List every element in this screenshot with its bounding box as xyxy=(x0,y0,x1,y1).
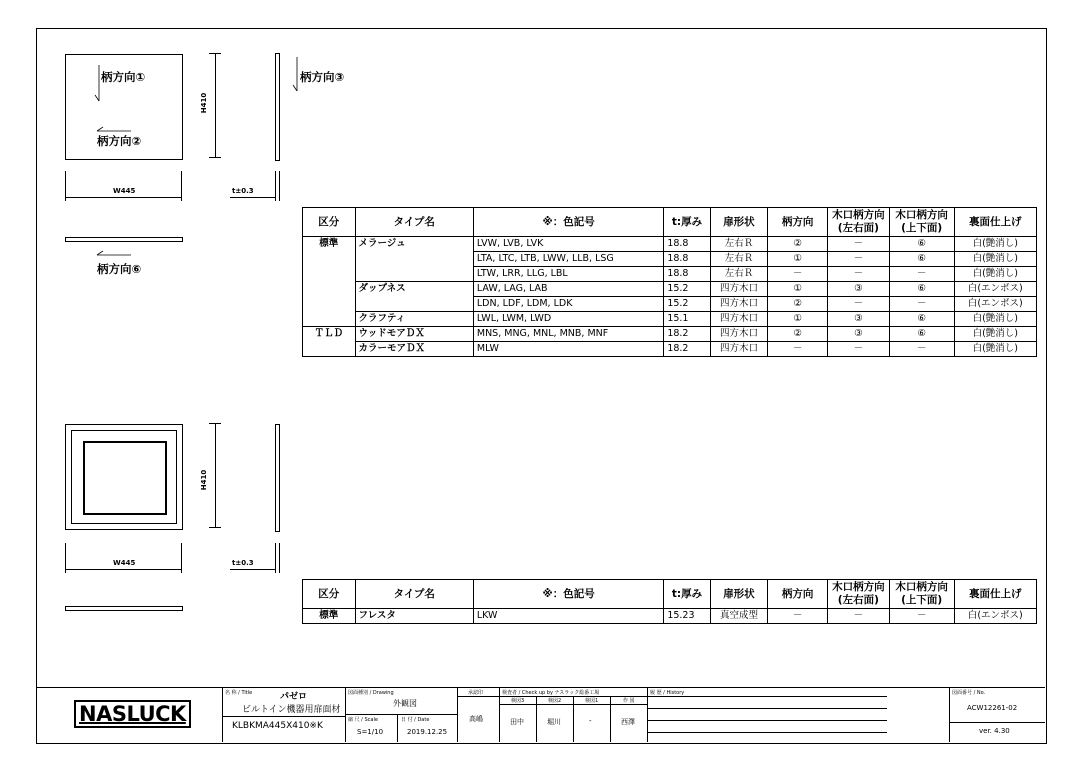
edge-tb-cell: ⑥ xyxy=(889,252,954,267)
edge-lr-cell: ③ xyxy=(827,312,889,327)
height-dim-label-2: H410 xyxy=(200,469,209,491)
edge-tb-cell: － xyxy=(889,609,954,624)
number-header: 図面番号 / No. xyxy=(952,690,986,696)
logo-cell xyxy=(37,688,223,742)
name-cell xyxy=(222,688,346,742)
edge-tb-cell: － xyxy=(889,297,954,312)
drawing-header: 図面種別 / Drawing xyxy=(348,690,394,696)
edge-lr-cell: － xyxy=(827,342,889,357)
check-col-divider xyxy=(536,696,537,742)
grain-cell: ① xyxy=(768,282,828,297)
drawing-sheet xyxy=(36,28,1047,744)
col-kubun: 区分 xyxy=(303,580,356,609)
back-cell: 白(艶消し) xyxy=(954,327,1036,342)
back-cell: 白(エンボス) xyxy=(954,282,1036,297)
drawing-cell xyxy=(345,688,458,742)
company-logo xyxy=(74,702,191,726)
approval-header: 承認印 xyxy=(468,690,484,696)
width-dim-line xyxy=(65,197,181,198)
height-dim-tick-2 xyxy=(209,527,221,528)
edge-tb-cell: ⑥ xyxy=(889,237,954,252)
height-dim-line-2 xyxy=(215,424,216,528)
type-cell xyxy=(355,252,473,267)
col-edge-tb-line1: 木口柄方向 xyxy=(895,209,948,221)
date-header: 日 付 / Date xyxy=(401,717,430,723)
back-cell: 白(艶消し) xyxy=(954,252,1036,267)
thickness-dim-label-2: t±0.3 xyxy=(232,559,254,567)
shape-cell: 真空成型 xyxy=(710,609,768,624)
col-color: ※：色記号 xyxy=(473,208,663,237)
table-row xyxy=(303,342,1037,357)
height-dim-tick-2 xyxy=(209,423,221,424)
grain-cell: － xyxy=(768,267,828,282)
group-label-empty xyxy=(303,267,356,282)
group-label-empty xyxy=(303,252,356,267)
group-label-empty xyxy=(303,342,356,357)
type-cell: クラフティ xyxy=(355,312,473,327)
col-back: 裏面仕上げ xyxy=(954,580,1036,609)
check-2-value: 堀川 xyxy=(547,718,561,726)
grain-cell: ② xyxy=(768,327,828,342)
col-edge-tb xyxy=(889,208,954,237)
edge-tb-cell: ⑥ xyxy=(889,327,954,342)
group-label-empty xyxy=(303,297,356,312)
width-dim-line-2 xyxy=(65,569,181,570)
col-color: ※：色記号 xyxy=(473,580,663,609)
approval-cell xyxy=(457,688,500,742)
scale-header: 縮 尺 / Scale xyxy=(348,717,378,723)
name-line-3: KLBKMA445X410※K xyxy=(232,721,323,731)
color-cell: LAW, LAG, LAB xyxy=(473,282,663,297)
scale-value: S=1/10 xyxy=(357,728,384,736)
thickness-dim-label: t±0.3 xyxy=(232,187,254,195)
table-row xyxy=(303,297,1037,312)
group-label: 標準 xyxy=(303,237,356,252)
col-edge-lr xyxy=(827,580,889,609)
history-cell xyxy=(647,688,950,742)
thickness-dim-tick-2 xyxy=(275,543,276,573)
thickness-cell: 18.8 xyxy=(664,237,710,252)
table-row xyxy=(303,282,1037,297)
col-edge-lr-line1: 木口柄方向 xyxy=(832,209,885,221)
edge-tb-cell: － xyxy=(889,342,954,357)
name-divider xyxy=(222,716,345,717)
type-cell: ウッドモアＤＸ xyxy=(355,327,473,342)
color-cell: MLW xyxy=(473,342,663,357)
check-3-value: - xyxy=(589,717,592,725)
width-dim-tick xyxy=(181,171,182,201)
type-cell: カラーモアＤＸ xyxy=(355,342,473,357)
col-edge-lr-line2: (左右面) xyxy=(837,222,879,234)
shape-cell: 左右Ｒ xyxy=(710,252,768,267)
edge-lr-cell: － xyxy=(827,252,889,267)
table-row xyxy=(303,609,1037,624)
drawing-value: 外観図 xyxy=(393,699,417,708)
height-dim-line xyxy=(215,54,216,158)
thickness-dim-tick xyxy=(279,171,280,201)
check-2-header: 検図2 xyxy=(548,698,562,704)
thickness-cell: 18.2 xyxy=(664,342,710,357)
approval-value: 高嶋 xyxy=(469,715,483,723)
edge-lr-cell: ③ xyxy=(827,327,889,342)
edge-lr-cell: － xyxy=(827,267,889,282)
number-divider xyxy=(949,722,1045,723)
thickness-cell: 18.2 xyxy=(664,327,710,342)
group-label-empty xyxy=(303,312,356,327)
history-line xyxy=(647,732,887,733)
grain-cell: ② xyxy=(768,297,828,312)
width-dim-tick xyxy=(65,171,66,201)
width-dim-tick-2 xyxy=(65,543,66,573)
history-header: 履 歴 / History xyxy=(650,690,685,696)
shape-cell: 四方木口 xyxy=(710,297,768,312)
col-edge-lr xyxy=(827,208,889,237)
back-cell: 白(艶消し) xyxy=(954,267,1036,282)
grain-label-1: 柄方向① xyxy=(101,70,146,84)
thickness-cell: 18.8 xyxy=(664,252,710,267)
back-cell: 白(エンボス) xyxy=(954,297,1036,312)
color-cell: MNS, MNG, MNL, MNB, MNF xyxy=(473,327,663,342)
col-edge-tb-line1: 木口柄方向 xyxy=(895,581,948,593)
table-row xyxy=(303,312,1037,327)
edge-tb-cell: ⑥ xyxy=(889,312,954,327)
number-value: ACW12261-02 xyxy=(967,704,1018,712)
grain-arrow-bottom-icon xyxy=(95,247,135,259)
col-grain: 柄方向 xyxy=(768,580,828,609)
thickness-cell: 15.1 xyxy=(664,312,710,327)
check-col-divider xyxy=(573,696,574,742)
type-cell xyxy=(355,267,473,282)
height-dim-tick xyxy=(209,157,221,158)
col-thickness: t:厚み xyxy=(664,580,710,609)
group-label: ＴＬＤ xyxy=(303,327,356,342)
grain-cell: － xyxy=(768,609,828,624)
thickness-dim-line-2 xyxy=(230,569,276,570)
back-cell: 白(エンボス) xyxy=(954,609,1036,624)
check-4-value: 西澤 xyxy=(621,718,635,726)
bottom-view-panel xyxy=(65,237,183,242)
scale-divider xyxy=(397,714,398,742)
grain-cell: ① xyxy=(768,312,828,327)
thickness-cell: 15.2 xyxy=(664,282,710,297)
name-line-2: ビルトイン機器用扉面材 xyxy=(242,705,341,715)
side-view-panel xyxy=(275,53,280,161)
table-row xyxy=(303,237,1037,252)
table-row xyxy=(303,327,1037,342)
spec-table-1 xyxy=(302,207,1037,357)
name-header: 名 称 / Title xyxy=(225,690,253,696)
name-line-1: パゼロ xyxy=(280,692,308,702)
approval-divider xyxy=(457,696,499,697)
col-edge-tb-line2: (上下面) xyxy=(901,222,943,234)
edge-tb-cell: － xyxy=(889,267,954,282)
table-header-row xyxy=(303,580,1037,609)
check-1-header: 検図3 xyxy=(511,698,525,704)
col-shape: 扉形状 xyxy=(710,208,768,237)
framed-panel-inner xyxy=(83,441,167,515)
color-cell: LWL, LWM, LWD xyxy=(473,312,663,327)
width-dim-label: W445 xyxy=(113,187,136,195)
thickness-dim-tick-2 xyxy=(279,543,280,573)
col-shape: 扉形状 xyxy=(710,580,768,609)
check-cell xyxy=(499,688,648,742)
side-view-panel-2 xyxy=(275,424,280,532)
edge-lr-cell: － xyxy=(827,297,889,312)
history-line xyxy=(647,720,887,721)
company-logo-text: NASLUCK xyxy=(74,700,191,728)
drawing-divider xyxy=(345,714,457,715)
thickness-dim-tick xyxy=(275,171,276,201)
col-back: 裏面仕上げ xyxy=(954,208,1036,237)
shape-cell: 左右Ｒ xyxy=(710,267,768,282)
col-edge-tb xyxy=(889,580,954,609)
width-dim-label-2: W445 xyxy=(113,559,136,567)
history-line xyxy=(647,696,887,697)
title-block xyxy=(37,687,1045,744)
back-cell: 白(艶消し) xyxy=(954,342,1036,357)
shape-cell: 四方木口 xyxy=(710,342,768,357)
back-cell: 白(艶消し) xyxy=(954,312,1036,327)
grain-label-6: 柄方向⑥ xyxy=(97,262,142,276)
color-cell: LKW xyxy=(473,609,663,624)
check-3-header: 検図1 xyxy=(585,698,599,704)
shape-cell: 四方木口 xyxy=(710,282,768,297)
check-1-value: 田中 xyxy=(510,718,524,726)
grain-label-3: 柄方向③ xyxy=(300,70,345,84)
width-dim-tick-2 xyxy=(181,543,182,573)
col-grain: 柄方向 xyxy=(768,208,828,237)
bottom-view-panel-2 xyxy=(65,606,183,611)
thickness-cell: 15.2 xyxy=(664,297,710,312)
grain-cell: ① xyxy=(768,252,828,267)
shape-cell: 四方木口 xyxy=(710,327,768,342)
color-cell: LVW, LVB, LVK xyxy=(473,237,663,252)
check-4-header: 作 図 xyxy=(623,698,635,704)
col-type: タイプ名 xyxy=(355,208,473,237)
group-label: 標準 xyxy=(303,609,356,624)
thickness-cell: 18.8 xyxy=(664,267,710,282)
table-row xyxy=(303,267,1037,282)
col-edge-tb-line2: (上下面) xyxy=(901,594,943,606)
version-value: ver. 4.30 xyxy=(979,727,1010,735)
grain-cell: － xyxy=(768,342,828,357)
color-cell: LTA, LTC, LTB, LWW, LLB, LSG xyxy=(473,252,663,267)
shape-cell: 左右Ｒ xyxy=(710,237,768,252)
group-label-empty xyxy=(303,282,356,297)
thickness-dim-line xyxy=(230,197,276,198)
height-dim-label: H410 xyxy=(200,92,209,114)
type-cell: ダップネス xyxy=(355,282,473,297)
check-col-divider xyxy=(610,696,611,742)
date-value: 2019.12.25 xyxy=(407,728,448,736)
check-header: 検査者 / Check up by ナスラック総番工場 xyxy=(502,690,600,696)
history-line xyxy=(647,708,887,709)
back-cell: 白(艶消し) xyxy=(954,237,1036,252)
edge-lr-cell: ③ xyxy=(827,282,889,297)
edge-lr-cell: － xyxy=(827,609,889,624)
table-header-row xyxy=(303,208,1037,237)
thickness-cell: 15.23 xyxy=(664,609,710,624)
edge-tb-cell: ⑥ xyxy=(889,282,954,297)
grain-cell: ② xyxy=(768,237,828,252)
height-dim-tick xyxy=(209,53,221,54)
spec-table-2 xyxy=(302,579,1037,624)
grain-label-2: 柄方向② xyxy=(97,134,142,148)
number-cell xyxy=(949,688,1045,742)
col-kubun: 区分 xyxy=(303,208,356,237)
table-row xyxy=(303,252,1037,267)
type-cell: メラージュ xyxy=(355,237,473,252)
color-cell: LDN, LDF, LDM, LDK xyxy=(473,297,663,312)
col-thickness: t:厚み xyxy=(664,208,710,237)
color-cell: LTW, LRR, LLG, LBL xyxy=(473,267,663,282)
col-type: タイプ名 xyxy=(355,580,473,609)
col-edge-lr-line2: (左右面) xyxy=(837,594,879,606)
edge-lr-cell: － xyxy=(827,237,889,252)
shape-cell: 四方木口 xyxy=(710,312,768,327)
col-edge-lr-line1: 木口柄方向 xyxy=(832,581,885,593)
type-cell xyxy=(355,297,473,312)
type-cell: フレスタ xyxy=(355,609,473,624)
